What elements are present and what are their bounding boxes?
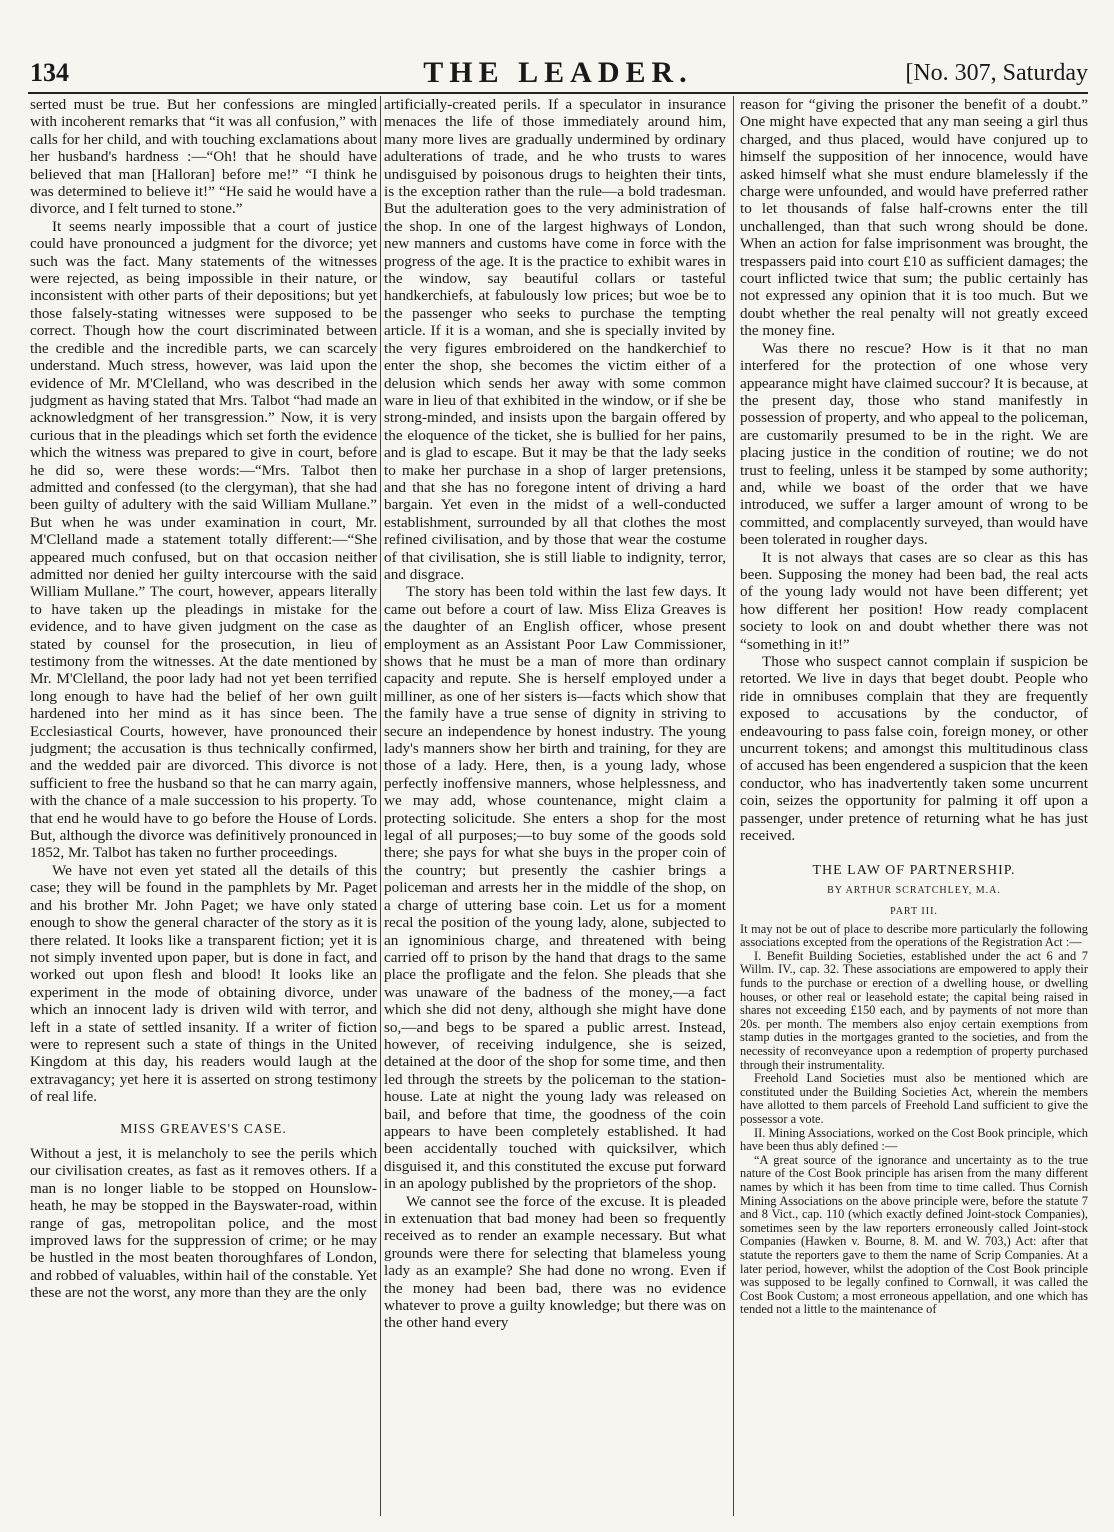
paragraph: I. Benefit Building Societies, established under the act 6 and 7 Willm. IV., cap. 32. These associations are empowered to apply their funds to the purchase or erection of a dwelling house, or dwelling houses, or other real or leasehold estate; the capital being raised in shares not exceeding £150 each, and by payments of not more than 20s. per month. The members also enjoy certain exemptions from stamp duties in the mortgages granted to the societies, and from the necessity of reconveyance upon a redemption of property purchased through their instrumentality.	[740, 948, 1088, 1072]
paragraph: Was there no rescue? How is it that no man interfered for the protection of one whose very appearance might have claimed succour? It is because, at the present day, those who stand manifestly in possession of property, and who appeal to the policeman, are customarily presumed to be in the right. We are placing justice in the condition of routine; we do not trust to feeling, unless it be stamped by some authority; and, while we boast of the order that we have introduced, we suffer a larger amount of wrong to be committed, and complacently surveyed, than would have been tolerated in rougher days.	[740, 339, 1088, 549]
paragraph: The story has been told within the last few days. It came out before a court of law. Miss Eliza Greaves is the daughter of an English officer, whose present employment as an Assistant Poor Law Commissioner, shows that he must be a man of more than ordinary capacity and repute. She is herself employed under a milliner, as one of her sisters is—facts which show that the family have a true sense of dignity in striving to secure an independence by honest industry. The young lady's manners show her birth and training, for they are those of a lady. Here, then, is a young lady, whose perfectly inoffensive manners, whose helplessness, and we may add, whose countenance, might claim a protecting solicitude. She enters a shop for the most legal of all purposes;—to buy some of the goods sold there; she pays for what she buys in the proper coin of the country; but presently the cashier brings a policeman and arrests her in the middle of the shop, on a charge of uttering base coin. Let us for a moment recal the position of the young lady, alone, subjected to an ignominious charge, and threatened with being carried off to prison by the hand that drags to the same place the profligate and the felon. She pleads that she was unaware of the badness of the money,—a fact which she did not deny, although she might have done so,—and begs to be spared a public arrest. Instead, however, of receiving indulgence, she is seized, detained at the door of the shop for some time, and then led through the streets by the policeman to the station-house. Late at night the young lady was released on bail, and before that time, the goodness of the coin appears to have been completely established. It had been accidentally touched with quicksilver, which disguised it, and this constituted the excuse put forward in an apology published by the proprietors of the shop.	[384, 583, 726, 1193]
paragraph: “A great source of the ignorance and uncertainty as to the true nature of the Cost Book principle has arisen from the many different names by which it has been from time to time called. Thus Cornish Mining Associations on the above principle were, before the statute 7 and 8 Vict., cap. 110 (which exactly defined Joint-stock Companies), sometimes seen by the law reporters erroneously called Joint-stock Companies (Hawken v. Bourne, 8. M. and W. 703,) Act: after that statute the reporters gave to them the name of Scrip Companies. At a later period, however, whilst the adoption of the Cost Book principle was supposed to be legally confined to Cornwall, it was called the Cost Book Custom; a most erroneous appellation, and one which has tended not a little to the maintenance of	[740, 1152, 1088, 1317]
section-heading: MISS GREAVES'S CASE.	[120, 1120, 287, 1136]
column-rule-2	[733, 96, 734, 1516]
issue-label: [No. 307, Saturday	[905, 60, 1088, 86]
column-2	[384, 96, 726, 1516]
article-part: PART III.	[890, 906, 938, 918]
paragraph: It seems nearly impossible that a court of justice could have pronounced a judgment for the divorce; yet such was the fact. Many statements of the witnesses were rejected, as being impossible in their nature, or inconsistent with other parts of their depositions; but yet those falsely-stating witnesses were supposed to be correct. Though how the court discriminated between the credible and the incredible parts, we can scarcely understand. Much stress, however, was laid upon the evidence of Mr. M'Clelland, who was described in the judgment as having stated that Mrs. Talbot “had made an acknowledgment of her transgression.” Now, it is very curious that in the pleadings which set forth the evidence which the witness was prepared to give in court, before he did so, were these words:—“Mrs. Talbot then admitted and confessed (to the clergyman), that she had been guilty of adultery with the said William Mullane.” But when he was under examination in court, Mr. M'Clelland made a statement totally different:—“She appeared much confused, but on that occasion neither admitted nor denied her guilty intercourse with the said William Mullane.” The court, however, appears literally to have taken up the pleadings in mistake for the evidence, and to have given judgment on the case as stated by counsel for the prosecution, in lieu of testimony from the witnesses. At the date mentioned by Mr. M'Clelland, the poor lady had not yet been terrified long enough to have had the belief of her own guilt hardened into her mind as it has since been. The Ecclesiastical Courts, however, have pronounced their judgment; the accusation is thus technically confirmed, and the wedded pair are divorced. This divorce is not sufficient to free the husband so that he can marry again, with the chance of a male succession to his property. To that end he would have to go before the House of Lords. But, although the divorce was definitively pronounced in 1852, Mr. Talbot has taken no further proceedings.	[30, 217, 377, 862]
article-title: THE LAW OF PARTNERSHIP.	[812, 863, 1016, 879]
page-number: 134	[30, 58, 69, 87]
paragraph: Freehold Land Societies must also be mentioned which are constituted under the Building Societies Act, wherein the members have allotted to them parcels of Freehold Land sufficient to give the possessor a vote.	[740, 1071, 1088, 1126]
paragraph: It is not always that cases are so clear as this has been. Supposing the money had been bad, the real acts of the young lady would not have been different; yet how different her position! How ready complacent society to look on and doubt whether there was not “something in it!”	[740, 548, 1088, 653]
paragraph: II. Mining Associations, worked on the Cost Book principle, which have been thus ably defined :—	[740, 1125, 1088, 1154]
paragraph: serted must be true. But her confessions are mingled with incoherent remarks that “it was all confusion,” with calls for her child, and with touching exclamations about her husband's hardness :—“Oh! that he should have believed that man [Halloran] before me!” “I think he was determined to believe it!” “He said he would have a divorce, and I felt turned to stone.”	[30, 96, 377, 218]
paragraph: It may not be out of place to describe more particularly the following associations excepted from the operations of the Registration Act :—	[740, 921, 1088, 950]
column-1	[30, 96, 377, 1516]
paragraph: reason for “giving the prisoner the benefit of a doubt.” One might have expected that any man seeing a girl thus charged, and thus placed, would have conjured up to himself the supposition of her innocence, would have asked himself what she must endure blamelessly if the charge were unfounded, and would have preferred rather to let thousands of false half-crowns enter the till unchallenged, than that such wrong should be done. When an action for false imprisonment was brought, the trespassers paid into court £10 as sufficient damages; the court inflicted twice that sum; the public certainly has not expressed any opinion that it is too much. But we doubt whether the real penalty will not greatly exceed the money fine.	[740, 96, 1088, 340]
law-article	[740, 862, 1088, 1316]
article-byline: BY ARTHUR SCRATCHLEY, M.A.	[827, 884, 1001, 896]
paragraph: artificially-created perils. If a speculator in insurance menaces the life of those immediately around him, many more lives are gradually undermined by ordinary adulterations of trade, and he who trusts to wares undisguised by poisonous drugs to heighten their tints, is the exception rather than the rule—a bold tradesman. But the adulteration goes to the very administration of the shop. In one of the largest highways of London, new manners and customs have come in force with the progress of the age. It is the practice to exhibit wares in the window, say beautiful collars or tasteful handkerchiefs, at fabulously low prices; but woe be to the passenger who seeks to purchase the tempting article. If it is a woman, and she is specially invited by the very figures embroidered on the handkerchief to enter the shop, she becomes the victim either of a delusion which sends her away with some common ware in lieu of that exhibited in the window, or if she be strong-minded, and insists upon the bargain offered by the eloquence of the ticket, she is bullied for her pains, and is glad to escape. But it may be that the lady seeks to make her purchase in a shop of larger pretensions, and that she has no foregone intent of driving a hard bargain. Yet even in the midst of a well-conducted establishment, surrounded by all that clothes the most refined civilisation, and by those that wear the costume of that civilisation, she is still liable to indignity, terror, and disgrace.	[384, 96, 726, 583]
paragraph: We cannot see the force of the excuse. It is pleaded in extenuation that bad money had been so frequently received as to render an example necessary. But what grounds were there for selecting that blameless young lady as an example? She had done no wrong. Even if the money had been bad, there was no evidence whatever to prove a guilty knowledge; but there was on the other hand every	[384, 1192, 726, 1332]
page-header	[28, 58, 1088, 94]
newspaper-title: THE LEADER.	[423, 56, 693, 89]
article-body	[740, 923, 1088, 1317]
column-3	[740, 96, 1088, 1516]
paragraph: Without a jest, it is melancholy to see the perils which our civilisation creates, as fast as it removes others. If a man is no longer liable to be stopped on Hounslow-heath, he may be stopped in the Bayswater-road, within range of gas, metropolitan police, and the most improved laws for the suppression of crime; or he may be hustled in the most beaten thoroughfares of London, and robbed of valuables, within hail of the constable. Yet these are not the worst, any more than they are the only	[30, 1144, 377, 1302]
paragraph: We have not even yet stated all the details of this case; they will be found in the pamphlets by Mr. Paget and his brother Mr. John Paget; we have only stated enough to show the general character of the story as it is there related. It looks like a transparent fiction; yet it is not simply invented upon paper, but is done in fact, and worked out upon flesh and blood! It looks like an experiment in the mode of obtaining divorce, under which an innocent lady is driven wild with terror, and left in a state of settled insanity. If a writer of fiction were to represent such a state of things in the United Kingdom at this day, his readers would laugh at the extravagancy; yet here it is asserted on strong testimony of real life.	[30, 861, 377, 1106]
column-rule-1	[380, 96, 381, 1516]
paragraph: Those who suspect cannot complain if suspicion be retorted. We live in days that beget doubt. People who ride in omnibuses complain that they are frequently exposed to accusations by the conductor, of endeavouring to pass false coin, foreign money, or other uncurrent tokens; and amongst this multitudinous class of accused has been engendered a suspicion that the keen conductor, who has inadvertently taken some uncurrent coin, seizes the opportunity for palming it off upon a passenger, under pretence of returning what he has just received.	[740, 653, 1088, 845]
